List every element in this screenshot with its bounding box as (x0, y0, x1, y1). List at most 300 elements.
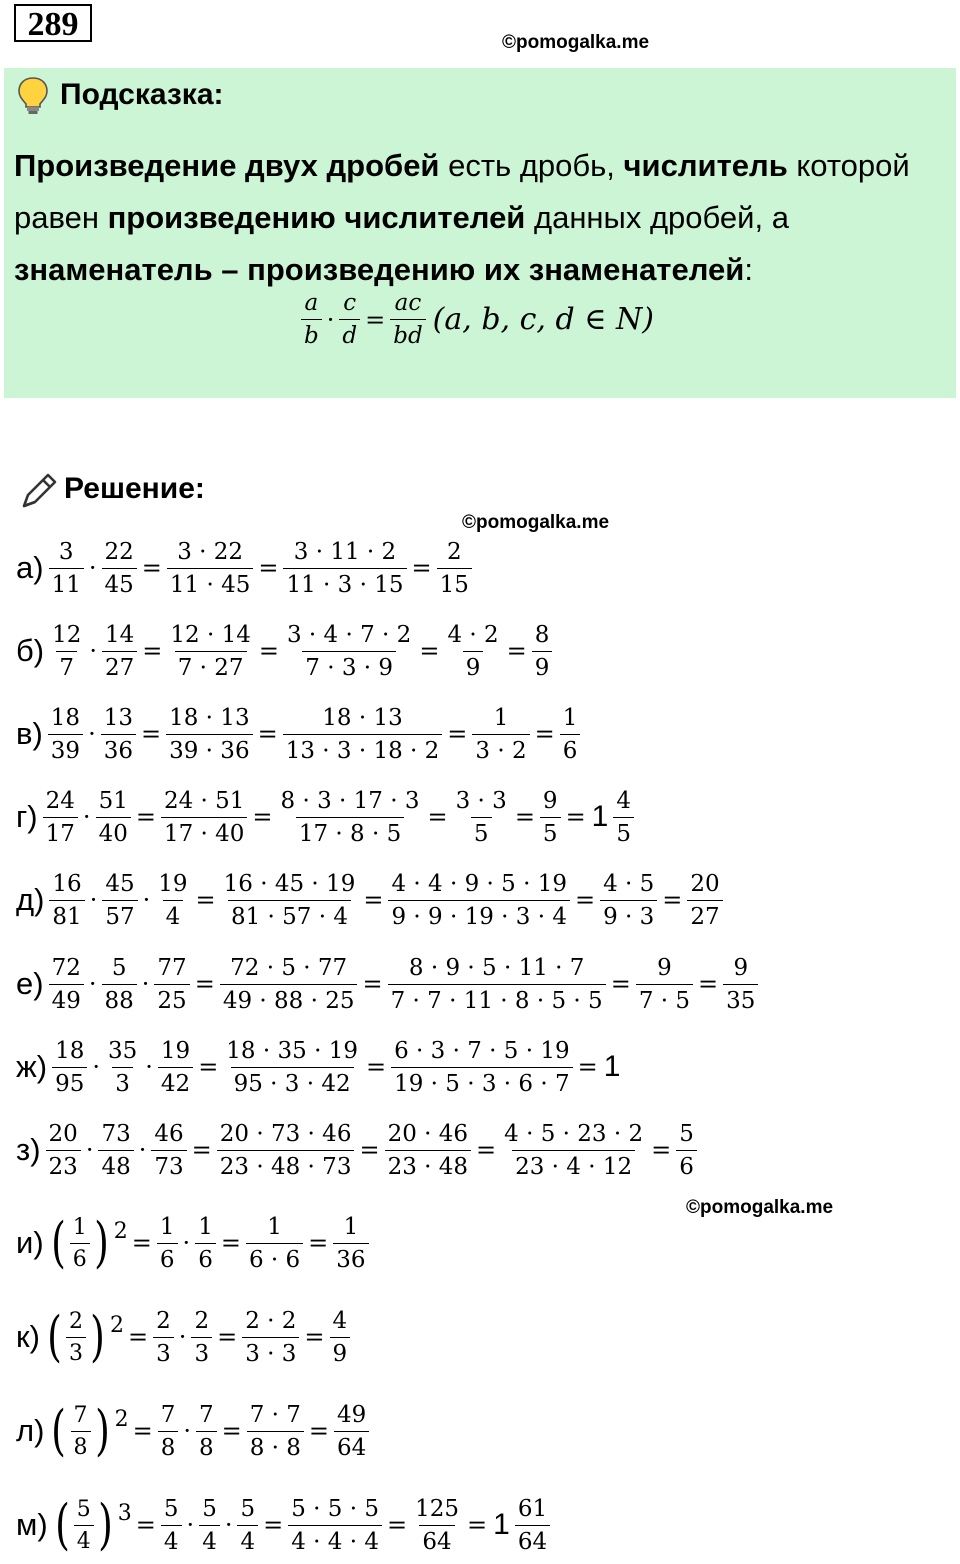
hint-formula (300, 290, 654, 349)
equals-sign: = (257, 720, 278, 748)
fraction (196, 1402, 217, 1461)
solution-row (16, 538, 473, 598)
numerator: 2 (446, 538, 462, 565)
numerator: 18 (50, 704, 81, 731)
numerator: 1 (562, 704, 578, 731)
denominator: 39 (48, 734, 83, 764)
equals-sign: = (651, 1136, 672, 1164)
numerator: 2 · 2 (245, 1307, 297, 1334)
numerator: 19 (160, 1037, 191, 1064)
fraction (242, 1308, 299, 1367)
denominator: 25 (154, 984, 189, 1014)
numerator: 125 (415, 1495, 460, 1522)
denominator: 81 (49, 900, 84, 930)
watermark-top: ©pomogalka.me (502, 32, 650, 53)
fraction (246, 1214, 303, 1273)
numerator: 51 (98, 787, 128, 814)
item-label: а) (16, 550, 44, 585)
solution-row (16, 1120, 698, 1180)
denominator: 6 · 6 (246, 1243, 303, 1273)
numerator: 5 (202, 1495, 217, 1522)
numerator: 12 · 14 (170, 621, 251, 648)
math-expression (48, 955, 760, 1014)
watermark-middle: ©pomogalka.me (462, 512, 610, 533)
power-expression (48, 1211, 128, 1274)
denominator: 64 (334, 1431, 369, 1461)
fraction (333, 1214, 368, 1273)
denominator: 36 (333, 1243, 368, 1273)
fraction (70, 1215, 90, 1272)
fraction (532, 622, 553, 681)
numerator: a (304, 290, 319, 316)
equals-sign: = (258, 554, 279, 582)
numerator: 20 · 46 (387, 1120, 469, 1147)
denominator: 3 · 2 (472, 734, 529, 764)
denominator: 23 · 4 · 12 (512, 1150, 635, 1180)
multiply-sign: · (186, 1511, 195, 1539)
fraction (71, 1403, 91, 1460)
equals-sign: = (304, 1323, 325, 1351)
equals-sign: = (195, 886, 216, 914)
solution-row (16, 704, 581, 764)
fraction (388, 955, 606, 1014)
solution-row (16, 954, 759, 1014)
fraction (221, 871, 359, 930)
denominator: 35 (723, 984, 758, 1014)
hint-title: Подсказка: (60, 78, 224, 111)
numerator: 7 (198, 1401, 214, 1428)
solution-row (16, 1495, 551, 1555)
denominator: 23 · 48 (385, 1150, 471, 1180)
fraction (278, 788, 423, 847)
fraction (437, 539, 472, 598)
hint-bold-text: произведению числителей (107, 200, 526, 235)
fraction (167, 622, 253, 681)
power-expression (48, 1399, 129, 1462)
equals-sign: = (141, 554, 162, 582)
fraction (157, 1214, 178, 1273)
denominator: 64 (419, 1525, 454, 1555)
denominator: 4 (163, 900, 184, 930)
fraction (283, 705, 443, 764)
item-label: з) (16, 1132, 41, 1167)
fraction (161, 1496, 182, 1555)
numerator: 12 (52, 621, 82, 648)
denominator: 8 (196, 1431, 217, 1461)
denominator: 9 (463, 651, 484, 681)
numerator: 1 (343, 1213, 359, 1240)
equals-sign: = (221, 1417, 242, 1445)
numerator: 5 (76, 1496, 91, 1522)
fraction (444, 622, 501, 681)
numerator: 4 (332, 1307, 348, 1334)
numerator: 46 (154, 1120, 184, 1147)
multiply-sign: · (89, 637, 98, 665)
numerator: 49 (337, 1401, 367, 1428)
math-expression (45, 1121, 698, 1180)
numerator: 20 · 73 · 46 (219, 1120, 352, 1147)
numerator: c (343, 290, 357, 316)
numerator: 73 (101, 1120, 131, 1147)
denominator: 3 (191, 1337, 212, 1367)
denominator: 5 (540, 817, 561, 847)
numerator: 22 (104, 538, 134, 565)
denominator: 39 · 36 (166, 734, 252, 764)
numerator: 6 · 3 · 7 · 5 · 19 (394, 1037, 570, 1064)
numerator: 4 · 5 (603, 870, 655, 897)
multiply-sign: · (92, 1053, 100, 1081)
fraction (687, 871, 722, 930)
fraction (191, 1308, 212, 1367)
numerator: 9 (657, 954, 672, 981)
denominator: 13 · 3 · 18 · 2 (283, 734, 443, 764)
fraction (472, 705, 529, 764)
denominator: b (301, 319, 322, 349)
equals-sign: = (447, 720, 468, 748)
fraction (52, 1038, 87, 1097)
fraction (723, 955, 758, 1014)
fraction (46, 1121, 81, 1180)
denominator: 42 (158, 1067, 193, 1097)
denominator: 7 · 3 · 9 (302, 651, 396, 681)
denominator: 19 · 5 · 3 · 6 · 7 (391, 1067, 573, 1097)
equals-sign: = (194, 970, 215, 998)
hint-bold-text: числитель (623, 148, 788, 183)
denominator: 49 · 88 · 25 (220, 984, 358, 1014)
numerator: 5 (111, 954, 127, 981)
denominator: 3 (112, 1067, 133, 1097)
fraction (515, 1496, 550, 1555)
equals-sign: = (141, 720, 162, 748)
multiply-sign: · (89, 886, 98, 914)
math-expression (48, 1399, 370, 1462)
multiply-sign: · (85, 1136, 94, 1164)
denominator: 4 (161, 1525, 182, 1555)
math-expression (44, 1305, 351, 1368)
multiply-sign: · (138, 1136, 147, 1164)
equals-sign: = (198, 1053, 219, 1081)
fraction (98, 1121, 133, 1180)
exponent: 2 (110, 1312, 125, 1338)
problem-number: 289 (14, 4, 92, 42)
denominator: 3 (153, 1337, 174, 1367)
hint-text-segment: : (744, 252, 753, 287)
numerator: 8 (534, 621, 550, 648)
fraction (284, 622, 414, 681)
solution-row (16, 870, 724, 930)
denominator: 4 (74, 1525, 94, 1554)
equals-sign: = (574, 886, 596, 914)
fraction (151, 1121, 186, 1180)
fraction (66, 1309, 86, 1366)
fraction (49, 955, 84, 1014)
right-paren: ) (97, 1493, 113, 1556)
left-paren: ( (47, 1305, 62, 1368)
watermark-bottom: ©pomogalka.me (686, 1197, 834, 1218)
math-expression (52, 1493, 551, 1556)
fraction (161, 788, 247, 847)
numerator: 18 · 35 · 19 (226, 1037, 358, 1064)
denominator: 40 (96, 817, 131, 847)
hint-text (14, 140, 944, 296)
multiply-sign: · (88, 970, 97, 998)
equals-sign: = (365, 1053, 387, 1081)
numerator: 8 · 3 · 17 · 3 (280, 787, 420, 814)
fraction (412, 1496, 462, 1555)
numerator: 3 · 3 (455, 787, 507, 814)
fraction (199, 1496, 220, 1555)
equals-sign: = (662, 886, 683, 914)
denominator: 17 · 8 · 5 (296, 817, 404, 847)
numerator: 1 (493, 704, 509, 731)
whole-number: 1 (603, 1050, 621, 1083)
fraction (237, 1496, 258, 1555)
left-paren: ( (50, 1211, 66, 1274)
fraction (600, 871, 657, 930)
numerator: 1 (198, 1213, 213, 1240)
denominator: 11 (49, 568, 84, 598)
multiply-sign: · (224, 1511, 233, 1539)
numerator: 19 (158, 870, 188, 897)
denominator: 49 (49, 984, 84, 1014)
denominator: 6 (70, 1243, 90, 1272)
equals-sign: = (131, 1229, 152, 1257)
equals-sign: = (135, 803, 156, 831)
item-label: г) (16, 799, 38, 834)
fraction (501, 1121, 646, 1180)
math-expression (48, 1211, 370, 1274)
denominator: 48 (98, 1150, 133, 1180)
denominator: 11 · 45 (167, 568, 253, 598)
formula-condition: (a, b, c, d ∈ N) (432, 302, 654, 337)
fraction (49, 622, 84, 681)
numerator: 20 (48, 1120, 78, 1147)
fraction (154, 955, 189, 1014)
equals-sign: = (359, 1136, 380, 1164)
denominator: 8 (158, 1431, 179, 1461)
denominator: 9 (330, 1337, 351, 1367)
denominator: 45 (102, 568, 137, 598)
equals-sign: = (610, 970, 631, 998)
numerator: 4 · 2 (447, 621, 499, 648)
multiply-sign: · (145, 1053, 153, 1081)
fraction (158, 1402, 179, 1461)
denominator: 3 (66, 1337, 86, 1366)
whole-number: 1 (493, 1508, 510, 1541)
numerator: 77 (157, 954, 187, 981)
fraction (676, 1121, 697, 1180)
multiply-sign: · (88, 554, 97, 582)
exponent: 2 (113, 1218, 128, 1244)
equals-sign: = (467, 1511, 488, 1539)
denominator: 23 · 48 · 73 (217, 1150, 355, 1180)
numerator: 1 (72, 1214, 87, 1240)
denominator: 4 (199, 1525, 220, 1555)
denominator: 88 (102, 984, 137, 1014)
denominator: 17 · 40 (161, 817, 247, 847)
denominator: 9 · 9 · 19 · 3 · 4 (388, 900, 570, 930)
denominator: 95 · 3 · 42 (231, 1067, 354, 1097)
power-expression (52, 1493, 132, 1556)
item-label: ж) (16, 1049, 48, 1084)
solution-row (16, 621, 553, 681)
denominator: 23 (46, 1150, 81, 1180)
fraction (49, 871, 84, 930)
equals-sign: = (387, 1511, 408, 1539)
numerator: 61 (517, 1495, 548, 1522)
fraction (102, 955, 137, 1014)
numerator: 2 (156, 1307, 171, 1334)
multiply-sign: · (183, 1417, 191, 1445)
numerator: 5 · 5 · 5 (291, 1495, 379, 1522)
numerator: 7 (73, 1402, 88, 1428)
equals-sign: = (220, 1229, 241, 1257)
equals-sign: = (217, 1323, 238, 1351)
math-expression (51, 1038, 624, 1097)
item-label: м) (16, 1507, 48, 1542)
numerator: 45 (105, 870, 135, 897)
fraction (102, 871, 137, 930)
fraction (540, 788, 561, 847)
item-label: е) (16, 966, 44, 1001)
denominator: 8 · 8 (247, 1431, 304, 1461)
equals-sign: = (128, 1323, 149, 1351)
right-paren: ) (90, 1305, 105, 1368)
pencil-icon (16, 470, 60, 514)
numerator: 5 (679, 1120, 694, 1147)
exponent: 2 (114, 1406, 129, 1432)
numerator: 1 (267, 1213, 282, 1240)
numerator: 16 (52, 870, 82, 897)
fraction (158, 1038, 193, 1097)
denominator: 27 (102, 651, 137, 681)
solution-row (16, 1401, 370, 1461)
numerator: 9 (733, 954, 749, 981)
fraction (96, 788, 131, 847)
fraction (613, 788, 634, 847)
numerator: ac (394, 290, 422, 316)
fraction (220, 955, 358, 1014)
equals-sign: = (132, 1417, 153, 1445)
fraction (288, 1496, 382, 1555)
numerator: 35 (107, 1037, 138, 1064)
denominator: 36 (101, 734, 136, 764)
numerator: 5 (163, 1495, 179, 1522)
item-label: к) (16, 1319, 40, 1354)
equals-sign: = (135, 1511, 156, 1539)
solution-title: Решение: (64, 472, 205, 505)
equals-sign: = (142, 637, 163, 665)
numerator: 18 · 13 (169, 704, 250, 731)
denominator: 81 · 57 · 4 (228, 900, 351, 930)
denominator: 4 (237, 1525, 258, 1555)
equals-sign: = (476, 1136, 497, 1164)
numerator: 2 (68, 1308, 83, 1334)
right-paren: ) (94, 1399, 110, 1462)
equals-sign: = (534, 720, 555, 748)
equals-sign: = (263, 1511, 284, 1539)
denominator: 57 (102, 900, 137, 930)
power-expression (44, 1305, 125, 1368)
numerator: 13 (103, 704, 133, 731)
numerator: 3 · 22 (177, 538, 244, 565)
multiply-sign: · (326, 305, 335, 334)
math-expression (48, 871, 723, 930)
denominator: 15 (437, 568, 472, 598)
equals-sign: = (698, 970, 719, 998)
fraction (339, 290, 360, 349)
fraction (217, 1121, 355, 1180)
numerator: 5 (240, 1495, 256, 1522)
denominator: 6 (157, 1243, 178, 1273)
fraction (391, 1038, 573, 1097)
equals-sign: = (365, 305, 386, 334)
fraction (636, 955, 693, 1014)
fraction (153, 1308, 174, 1367)
equals-sign: = (308, 1417, 330, 1445)
fraction (105, 1038, 140, 1097)
fraction (330, 1308, 351, 1367)
multiply-sign: · (88, 720, 96, 748)
numerator: 1 (159, 1213, 175, 1240)
equals-sign: = (427, 803, 448, 831)
denominator: 7 (56, 651, 77, 681)
hint-text-segment: есть дробь, (439, 148, 624, 183)
fraction (102, 539, 137, 598)
equals-sign: = (419, 637, 440, 665)
multiply-sign: · (178, 1323, 187, 1351)
numerator: 3 (58, 538, 74, 565)
equals-sign: = (308, 1229, 329, 1257)
numerator: 20 (690, 870, 720, 897)
numerator: 4 · 5 · 23 · 2 (504, 1120, 644, 1147)
fraction (43, 788, 78, 847)
fraction (101, 705, 136, 764)
numerator: 18 (55, 1037, 85, 1064)
right-paren: ) (93, 1211, 109, 1274)
denominator: 27 (687, 900, 722, 930)
fraction (390, 290, 425, 349)
equals-sign: = (506, 637, 527, 665)
numerator: 8 · 9 · 5 · 11 · 7 (408, 954, 585, 981)
hint-bold-text: Произведение двух дробей (14, 148, 440, 183)
denominator: 9 · 3 (600, 900, 657, 930)
math-expression (47, 705, 582, 764)
numerator: 7 (160, 1401, 176, 1428)
equals-sign: = (577, 1053, 598, 1081)
denominator: 6 (676, 1150, 697, 1180)
denominator: 5 (613, 817, 634, 847)
equals-sign: = (363, 886, 384, 914)
numerator: 4 · 4 · 9 · 5 · 19 (391, 870, 567, 897)
math-expression (48, 539, 473, 598)
denominator: 17 (43, 817, 78, 847)
equals-sign: = (191, 1136, 212, 1164)
denominator: 7 · 5 (636, 984, 693, 1014)
hint-text-segment: которой равен (14, 148, 910, 235)
numerator: 14 (105, 621, 135, 648)
fraction (155, 871, 190, 930)
numerator: 16 · 45 · 19 (223, 870, 356, 897)
denominator: 9 (532, 651, 553, 681)
multiply-sign: · (182, 1229, 191, 1257)
solution-row (16, 1213, 370, 1273)
item-label: л) (16, 1413, 45, 1448)
fraction (453, 788, 510, 847)
numerator: 3 · 4 · 7 · 2 (286, 621, 412, 648)
fraction (223, 1038, 361, 1097)
numerator: 24 (45, 787, 75, 814)
